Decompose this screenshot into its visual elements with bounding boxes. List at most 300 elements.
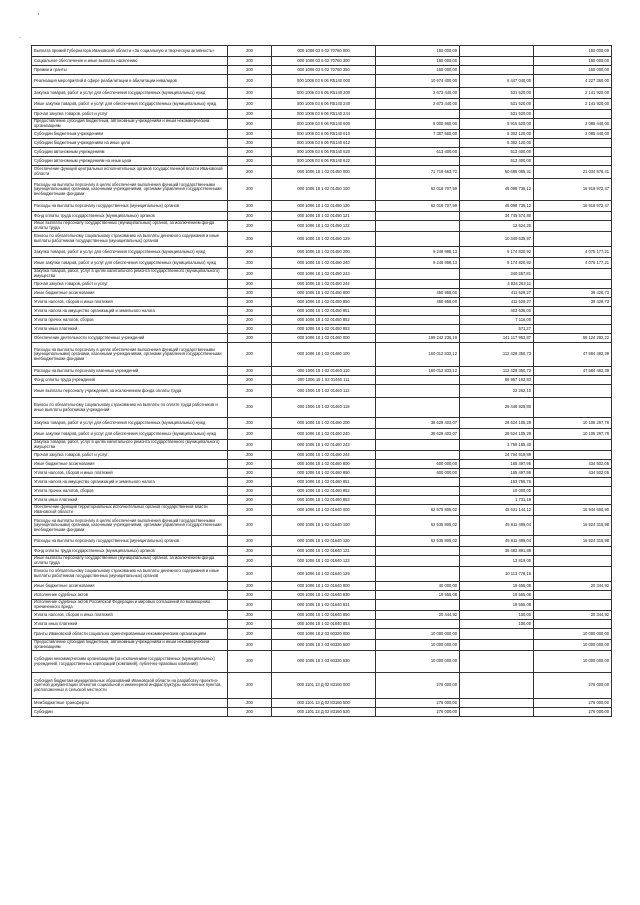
row-code: 200: [228, 119, 272, 130]
row-name: Закупка товаров, работ, услуг в целях капитального ремонта государственного (муниципального) имущества: [32, 440, 228, 451]
row-code: 200: [228, 567, 272, 582]
row-unexecuted: 2 085 440,00: [534, 119, 612, 130]
table-row: [32, 582, 612, 591]
row-kbk: 000 1006 18 2 03 60320 000: [272, 629, 376, 640]
row-code: 200: [228, 699, 272, 708]
row-approved: 600 000,00: [376, 469, 460, 478]
row-approved: [376, 451, 460, 460]
table-row: [32, 547, 612, 556]
row-code: 200: [228, 367, 272, 376]
row-kbk: 000 1006 18 1 02 01460 853: [272, 496, 376, 505]
row-executed: 100,00: [460, 611, 534, 620]
row-kbk: 000 1006 18 1 02 01640 122: [272, 556, 376, 567]
row-name: Уплата налогов, сборов и иных платежей: [32, 611, 228, 620]
row-code: 200: [228, 247, 272, 258]
row-kbk: 000 1006 18 1 02 01450 800: [272, 289, 376, 298]
row-name: Прочая закупка товаров, работ и услуг: [32, 280, 228, 289]
row-approved: 19 555,08: [376, 591, 460, 600]
table-row: [32, 307, 612, 316]
row-kbk: 000 1101 13 Д 02 83160 520: [272, 708, 376, 717]
table-row: [32, 221, 612, 232]
row-unexecuted: [534, 139, 612, 148]
row-code: 200: [228, 139, 272, 148]
row-code: 200: [228, 620, 272, 629]
row-approved: 20 444,92: [376, 611, 460, 620]
row-name: Исполнение судебных актов Российской Федерации и мировых соглашений по возмещению причиненного вреда: [32, 600, 228, 611]
table-row: [32, 232, 612, 247]
row-approved: 10 000 000,00: [376, 629, 460, 640]
row-name: Обеспечение деятельности государственных учреждений: [32, 334, 228, 343]
row-unexecuted: 276 000,00: [534, 708, 612, 717]
row-code: 200: [228, 385, 272, 398]
row-name: Фонд оплаты труда государственных (муниципальных) органов: [32, 212, 228, 221]
table-row: [32, 99, 612, 110]
table-row: [32, 130, 612, 139]
row-unexecuted: 16 919 972,47: [534, 201, 612, 212]
row-executed: 10 000,00: [460, 487, 534, 496]
row-code: 200: [228, 505, 272, 516]
row-kbk: 000 1006 18 1 02 01640 853: [272, 620, 376, 629]
table-row: [32, 640, 612, 651]
row-name: Взносы по обязательному социальному страхованию на выплаты денежного содержания и иные выплаты работникам государственных (муниципальных) органов: [32, 567, 228, 582]
row-code: 200: [228, 398, 272, 418]
row-name: Расходы на выплаты персоналу в целях обеспечения выполнения функций государственными (муниципальными) органами, казенными учреждениями, органами управления государственными внебюджетными фондами: [32, 516, 228, 536]
row-code: 200: [228, 307, 272, 316]
row-code: 200: [228, 157, 272, 166]
row-executed: 141 117 953,87: [460, 334, 534, 343]
row-code: 200: [228, 582, 272, 591]
table-row: [32, 148, 612, 157]
row-name: Субсидии: [32, 708, 228, 717]
row-approved: 276 000,00: [376, 699, 460, 708]
row-approved: 150 000,00: [376, 66, 460, 75]
row-executed: 613 400,00: [460, 157, 534, 166]
row-kbk: 000 1006 18 1 02 01640 120: [272, 536, 376, 547]
row-code: 200: [228, 99, 272, 110]
row-unexecuted: [534, 567, 612, 582]
row-unexecuted: [534, 148, 612, 157]
row-name: Предоставление субсидий бюджетным, автономным учреждениям и иным некоммерческим организациям: [32, 119, 228, 130]
table-row: [32, 460, 612, 469]
table-row: [32, 316, 612, 325]
row-name: Субсидии автономным учреждениям: [32, 148, 228, 157]
row-unexecuted: 2 141 920,00: [534, 88, 612, 99]
table-row: [32, 440, 612, 451]
row-executed: 45 611 489,04: [460, 516, 534, 536]
row-code: 200: [228, 298, 272, 307]
row-unexecuted: [534, 398, 612, 418]
row-unexecuted: 150 000,00: [534, 46, 612, 57]
row-kbk: 000 1006 18 1 02 01460 112: [272, 385, 376, 398]
row-approved: [376, 487, 460, 496]
row-unexecuted: [534, 212, 612, 221]
row-approved: 160 012 833,12: [376, 343, 460, 367]
row-executed: 19 555,08: [460, 591, 534, 600]
row-code: 200: [228, 75, 272, 88]
row-kbk: 000 1006 18 1 02 01460 852: [272, 487, 376, 496]
row-unexecuted: [534, 280, 612, 289]
row-executed: 34 745 574,80: [460, 212, 534, 221]
row-executed: 10 113 778,16: [460, 567, 534, 582]
row-kbk: 000 1006 18 1 02 01640 830: [272, 591, 376, 600]
row-executed: [460, 699, 534, 708]
row-unexecuted: [534, 478, 612, 487]
row-executed: 153 766,76: [460, 478, 534, 487]
table-row: [32, 247, 612, 258]
row-executed: 411 529,27: [460, 289, 534, 298]
row-kbk: 000 1006 18 2 03 60320 600: [272, 640, 376, 651]
row-executed: 5 915 520,00: [460, 119, 534, 130]
row-approved: 276 000,00: [376, 708, 460, 717]
row-kbk: 000 1006 18 1 02 01450 851: [272, 307, 376, 316]
row-executed: 35 483 891,88: [460, 547, 534, 556]
row-kbk: 000 1006 03 6 06 R5140 244: [272, 110, 376, 119]
row-kbk: 000 1006 03 6 06 R5140 612: [272, 139, 376, 148]
row-executed: [460, 66, 534, 75]
row-executed: 613 400,00: [460, 148, 534, 157]
row-kbk: 000 1006 18 1 02 01450 121: [272, 212, 376, 221]
table-row: [32, 139, 612, 148]
row-executed: 340 557,81: [460, 269, 534, 280]
row-executed: 165 497,95: [460, 469, 534, 478]
row-approved: 40 000,00: [376, 582, 460, 591]
row-name: Уплата прочих налогов, сборов: [32, 316, 228, 325]
row-approved: 62 535 805,02: [376, 516, 460, 536]
row-executed: 19 555,08: [460, 600, 534, 611]
row-executed: 45 098 735,12: [460, 201, 534, 212]
row-executed: 531 520,00: [460, 88, 534, 99]
row-unexecuted: 47 584 482,39: [534, 343, 612, 367]
budget-execution-table: [31, 45, 612, 717]
row-code: 200: [228, 269, 272, 280]
table-row: [32, 699, 612, 708]
row-kbk: 000 1006 18 1 02 01460 851: [272, 478, 376, 487]
table-row: [32, 258, 612, 269]
row-unexecuted: [534, 232, 612, 247]
row-unexecuted: [534, 496, 612, 505]
row-kbk: 000 1006 18 1 02 01450 852: [272, 316, 376, 325]
row-code: 200: [228, 516, 272, 536]
row-approved: 62 018 707,59: [376, 179, 460, 201]
row-executed: 5 174 820,92: [460, 258, 534, 269]
row-kbk: 000 1101 13 Д 02 83160 000: [272, 673, 376, 699]
table-row: [32, 119, 612, 130]
row-unexecuted: [534, 221, 612, 232]
row-approved: 71 719 663,72: [376, 166, 460, 179]
row-executed: [460, 46, 534, 57]
row-kbk: 000 1006 18 1 02 01460 240: [272, 429, 376, 440]
row-approved: 9 249 998,13: [376, 258, 460, 269]
row-unexecuted: 10 105 297,78: [534, 429, 612, 440]
table-row: [32, 289, 612, 298]
row-name: Закупка товаров, работ и услуг для обеспечения государственных (муниципальных) нужд: [32, 418, 228, 429]
row-code: 200: [228, 536, 272, 547]
row-name: Уплата иных платежей: [32, 496, 228, 505]
row-name: Фонд оплаты труда учреждений: [32, 376, 228, 385]
row-unexecuted: 150 000,00: [534, 57, 612, 66]
row-name: Предоставление субсидий бюджетным, автономным учреждениям и иным некоммерческим организациям: [32, 640, 228, 651]
row-executed: 100,00: [460, 620, 534, 629]
row-executed: 28 524 105,29: [460, 418, 534, 429]
row-kbk: 000 1006 18 1 02 01460 244: [272, 451, 376, 460]
row-name: Уплата прочих налогов, сборов: [32, 487, 228, 496]
row-kbk: 000 1006 18 1 02 01450 200: [272, 247, 376, 258]
row-approved: [376, 110, 460, 119]
row-name: Гранты Ивановской области социально ориентированным некоммерческим организациям: [32, 629, 228, 640]
row-unexecuted: 10 000 000,00: [534, 640, 612, 651]
row-unexecuted: 4 075 177,21: [534, 258, 612, 269]
row-executed: 6 447 040,00: [460, 75, 534, 88]
row-executed: [460, 673, 534, 699]
row-name: Взносы по обязательному социальному страхованию на выплаты по оплате труда работников и иные выплаты работникам учреждений: [32, 398, 228, 418]
row-kbk: 000 1006 03 6 06 R5140 620: [272, 148, 376, 157]
row-kbk: 000 1006 03 6 06 R5140 200: [272, 88, 376, 99]
row-code: 200: [228, 88, 272, 99]
row-code: 200: [228, 496, 272, 505]
table-row: [32, 567, 612, 582]
row-executed: 5 302 120,00: [460, 130, 534, 139]
row-kbk: 000 1006 18 1 02 01640 121: [272, 547, 376, 556]
table-row: [32, 367, 612, 376]
row-code: 200: [228, 451, 272, 460]
row-name: Субсидии бюджетным учреждениям: [32, 130, 228, 139]
row-kbk: 000 1006 18 1 02 01460 200: [272, 418, 376, 429]
row-name: Обеспечение функций территориальных исполнительных органов государственной власти Ивановской области: [32, 505, 228, 516]
row-unexecuted: 4 227 360,00: [534, 75, 612, 88]
row-kbk: 000 1101 13 Д 02 83160 500: [272, 699, 376, 708]
row-kbk: 000 1006 03 6 02 70760 000: [272, 46, 376, 57]
table-row: [32, 496, 612, 505]
table-row: [32, 269, 612, 280]
row-kbk: 000 1006 18 1 02 01450 120: [272, 201, 376, 212]
row-code: 200: [228, 166, 272, 179]
row-unexecuted: 47 584 482,39: [534, 367, 612, 376]
row-kbk: 000 1006 18 1 02 01450 240: [272, 258, 376, 269]
table-row: [32, 478, 612, 487]
row-name: Иные выплаты персоналу государственных (муниципальных) органов, за исключением фонда оплаты труда: [32, 556, 228, 567]
row-name: Субсидия бюджетам муниципальных образований Ивановской области на разработку проектно-сметной документации объектов социальной и инженерной инфраструктуры населенных пунктов, расположенных в сельской местности: [32, 673, 228, 699]
row-approved: [376, 496, 460, 505]
row-kbk: 000 1006 03 6 06 R5140 600: [272, 119, 376, 130]
row-name: Закупка товаров, работ и услуг для обеспечения государственных (муниципальных) нужд: [32, 88, 228, 99]
row-executed: 50 685 085,31: [460, 166, 534, 179]
row-executed: 22 262,10: [460, 385, 534, 398]
row-approved: 613 400,00: [376, 148, 460, 157]
row-code: 200: [228, 547, 272, 556]
row-executed: 5 174 820,92: [460, 247, 534, 258]
row-code: 200: [228, 57, 272, 66]
row-code: 200: [228, 478, 272, 487]
row-unexecuted: 276 000,00: [534, 699, 612, 708]
table-row: [32, 376, 612, 385]
row-kbk: 000 1006 18 1 02 01460 800: [272, 460, 376, 469]
row-name: Уплата иных платежей: [32, 325, 228, 334]
row-name: Субсидии автономным учреждениям на иные цели: [32, 157, 228, 166]
row-name: Иные бюджетные ассигнования: [32, 460, 228, 469]
table-row: [32, 651, 612, 673]
row-executed: [460, 651, 534, 673]
row-name: Взносы по обязательному социальному страхованию на выплаты денежного содержания и иные выплаты работникам государственных (муниципальных) органов: [32, 232, 228, 247]
table-row: [32, 469, 612, 478]
row-executed: 7 116,00: [460, 316, 534, 325]
row-kbk: 000 1006 18 1 02 01640 831: [272, 600, 376, 611]
row-code: 200: [228, 66, 272, 75]
row-executed: [460, 629, 534, 640]
row-unexecuted: [534, 157, 612, 166]
row-code: 200: [228, 179, 272, 201]
row-executed: [460, 640, 534, 651]
table-body: [32, 46, 612, 717]
row-unexecuted: 16 924 315,98: [534, 516, 612, 536]
row-name: Расходы на выплаты персоналу в целях обеспечения выполнения функций государственными (муниципальными) органами, казенными учреждениями, органами управления государственными внебюджетными фондами: [32, 343, 228, 367]
row-name: Иные закупки товаров, работ и услуг для обеспечения государственных (муниципальных) нужд: [32, 99, 228, 110]
scan-mark-top: ': [38, 13, 40, 20]
row-name: Расходы на выплаты персоналу государственных (муниципальных) органов: [32, 201, 228, 212]
row-approved: 10 000 000,00: [376, 640, 460, 651]
row-approved: 2 673 440,00: [376, 99, 460, 110]
row-code: 200: [228, 708, 272, 717]
row-approved: 62 535 805,02: [376, 536, 460, 547]
row-unexecuted: 150 000,00: [534, 66, 612, 75]
row-name: Закупка товаров, работ и услуг для обеспечения государственных (муниципальных) нужд: [32, 247, 228, 258]
row-approved: 150 000,00: [376, 46, 460, 57]
row-kbk: 000 1006 18 1 02 01450 100: [272, 179, 376, 201]
row-approved: [376, 600, 460, 611]
row-approved: 2 673 440,00: [376, 88, 460, 99]
row-code: 200: [228, 343, 272, 367]
table-row: [32, 57, 612, 66]
row-kbk: 000 1006 18 1 02 01460 119: [272, 398, 376, 418]
table-row: [32, 166, 612, 179]
row-name: Фонд оплаты труда государственных (муниципальных) органов: [32, 547, 228, 556]
row-approved: 276 000,00: [376, 673, 460, 699]
row-kbk: 000 1006 18 1 02 01460 000: [272, 334, 376, 343]
row-executed: 12 524,25: [460, 221, 534, 232]
table-row: [32, 201, 612, 212]
row-name: Прочая закупка товаров, работ и услуг: [32, 451, 228, 460]
row-unexecuted: [534, 110, 612, 119]
row-unexecuted: 10 105 297,78: [534, 418, 612, 429]
row-name: Расходы на выплаты персоналу государственных (муниципальных) органов: [32, 536, 228, 547]
table-row: [32, 600, 612, 611]
row-approved: [376, 139, 460, 148]
row-approved: [376, 316, 460, 325]
row-approved: [376, 280, 460, 289]
row-name: Прочая закупка товаров, работ и услуг: [32, 110, 228, 119]
row-unexecuted: [534, 547, 612, 556]
row-unexecuted: [534, 307, 612, 316]
row-approved: [376, 567, 460, 582]
row-unexecuted: 39 428,73: [534, 298, 612, 307]
row-unexecuted: [534, 269, 612, 280]
row-executed: 25 448 925,80: [460, 398, 534, 418]
row-kbk: 000 1006 18 1 02 01450 122: [272, 221, 376, 232]
table-row: [32, 66, 612, 75]
table-row: [32, 516, 612, 536]
row-executed: 24 764 919,89: [460, 451, 534, 460]
table-row: [32, 385, 612, 398]
table-row: [32, 110, 612, 119]
row-code: 200: [228, 201, 272, 212]
row-code: 200: [228, 651, 272, 673]
row-unexecuted: [534, 325, 612, 334]
row-approved: 9 249 998,13: [376, 247, 460, 258]
table-row: [32, 611, 612, 620]
table-row: [32, 708, 612, 717]
row-unexecuted: 10 000 000,00: [534, 651, 612, 673]
row-code: 200: [228, 334, 272, 343]
row-code: 200: [228, 148, 272, 157]
table-row: [32, 536, 612, 547]
row-executed: [460, 57, 534, 66]
row-name: Иные закупки товаров, работ и услуг для обеспечения государственных (муниципальных) нужд: [32, 258, 228, 269]
row-code: 200: [228, 316, 272, 325]
row-unexecuted: 16 924 315,98: [534, 536, 612, 547]
row-approved: [376, 212, 460, 221]
row-code: 200: [228, 258, 272, 269]
row-kbk: 000 1006 03 6 06 R5140 240: [272, 99, 376, 110]
row-code: 200: [228, 110, 272, 119]
row-code: 200: [228, 46, 272, 57]
row-approved: 62 575 805,02: [376, 505, 460, 516]
row-approved: [376, 221, 460, 232]
row-code: 200: [228, 376, 272, 385]
row-unexecuted: 4 075 177,21: [534, 247, 612, 258]
row-name: Премии и гранты: [32, 66, 228, 75]
row-name: Уплата налога на имущество организаций и земельного налога: [32, 478, 228, 487]
row-executed: [460, 708, 534, 717]
row-code: 200: [228, 487, 272, 496]
row-unexecuted: [534, 591, 612, 600]
table-row: [32, 673, 612, 699]
row-unexecuted: [534, 316, 612, 325]
row-executed: 3 759 185,40: [460, 440, 534, 451]
row-unexecuted: 16 919 972,47: [534, 179, 612, 201]
row-kbk: 000 1006 03 6 06 R5140 000: [272, 75, 376, 88]
row-name: Уплата налогов, сборов и иных платежей: [32, 469, 228, 478]
row-unexecuted: 10 000 000,00: [534, 629, 612, 640]
row-name: Иные бюджетные ассигнования: [32, 289, 228, 298]
row-code: 200: [228, 280, 272, 289]
row-approved: [376, 269, 460, 280]
row-unexecuted: 2 141 920,00: [534, 99, 612, 110]
table-row: [32, 620, 612, 629]
row-executed: 10 340 635,97: [460, 232, 534, 247]
row-unexecuted: [534, 487, 612, 496]
row-unexecuted: [534, 451, 612, 460]
row-code: 200: [228, 673, 272, 699]
row-unexecuted: 39 428,73: [534, 289, 612, 298]
row-approved: 8 000 960,00: [376, 119, 460, 130]
row-name: Исполнение судебных актов: [32, 591, 228, 600]
row-name: Уплата иных платежей: [32, 620, 228, 629]
row-kbk: 000 1006 03 6 06 R5140 610: [272, 130, 376, 139]
row-kbk: 000 1006 18 1 02 01460 243: [272, 440, 376, 451]
row-unexecuted: 21 034 578,41: [534, 166, 612, 179]
row-executed: 571,27: [460, 325, 534, 334]
row-unexecuted: 58 124 282,22: [534, 334, 612, 343]
table-row: [32, 280, 612, 289]
row-approved: 600 000,00: [376, 460, 460, 469]
row-code: 200: [228, 130, 272, 139]
row-approved: [376, 620, 460, 629]
table-row: [32, 418, 612, 429]
row-executed: 28 524 105,29: [460, 429, 534, 440]
row-kbk: 000 1006 18 1 02 01640 129: [272, 567, 376, 582]
row-executed: 5 302 120,00: [460, 139, 534, 148]
row-name: Субсидии бюджетным учреждениям на иные цели: [32, 139, 228, 148]
row-kbk: 000 1006 18 1 02 01640 850: [272, 611, 376, 620]
